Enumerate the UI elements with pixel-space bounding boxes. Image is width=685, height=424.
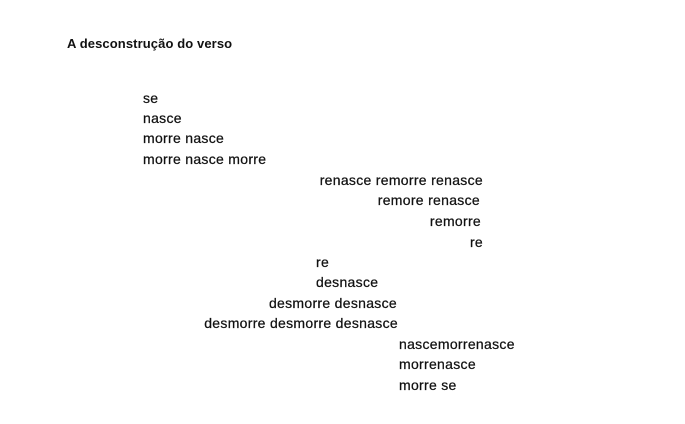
poem-line: desmorre desmorre desnasce — [204, 315, 398, 331]
poem-line: desmorre desnasce — [268, 295, 397, 311]
poem-line: morre nasce morre — [143, 151, 267, 167]
poem-line: se — [143, 90, 159, 106]
poem-line: nascemorrenasce — [399, 336, 515, 352]
poem-line: renasce remorre renasce — [319, 172, 483, 188]
poem-line: remorre — [429, 213, 481, 229]
poem-line: morre se — [399, 377, 457, 393]
poem-line: morre nasce — [143, 130, 225, 146]
poem-line: remore renasce — [377, 192, 480, 208]
poem-line: desnasce — [316, 274, 379, 290]
poem-line: morrenasce — [399, 356, 476, 372]
poem-line: nasce — [143, 110, 182, 126]
poem-line: re — [469, 234, 483, 250]
poem-title: A desconstrução do verso — [67, 36, 233, 51]
poem-line: re — [316, 254, 330, 270]
